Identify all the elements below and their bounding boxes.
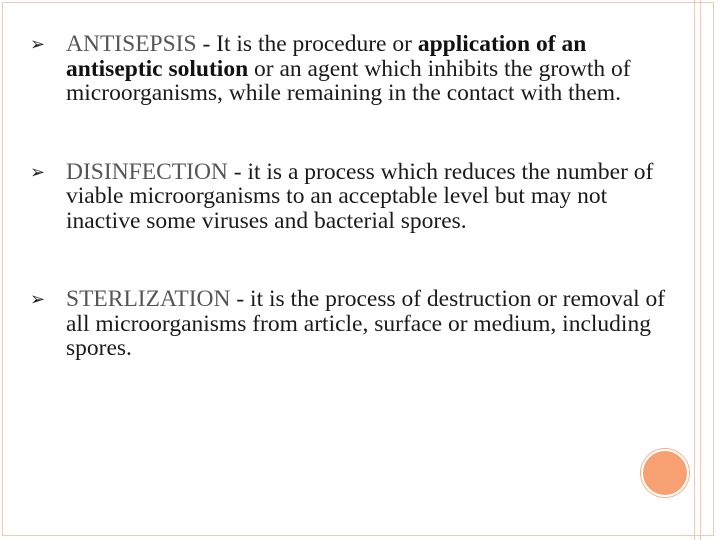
bullet-item-disinfection (30, 160, 680, 234)
decor-line (700, 0, 701, 540)
definition-text: - It is the procedure or (196, 31, 418, 57)
term-sterlization: STERLIZATION (66, 286, 231, 312)
term-disinfection: DISINFECTION (66, 158, 228, 185)
term-antisepsis: ANTISEPSIS (66, 31, 197, 57)
arrow-bullet-icon: ➢ (30, 34, 46, 55)
slide-content (30, 32, 680, 361)
bullet-item-sterlization (30, 287, 680, 361)
bullet-item-antisepsis (30, 32, 680, 106)
arrow-bullet-icon: ➢ (30, 161, 46, 183)
definition-text: or an agent which inhibits the growth of microorganisms, while remaining in the contact with them. (66, 55, 631, 106)
definition-text: - it is the process of destruction or removal of all microorganisms from article, surface or medium, including spores. (66, 286, 666, 361)
definition-text: - it is a process which reduces the number of viable microorganisms to an acceptable level but may not inactive some viruses and bacterial spores. (66, 158, 654, 234)
definition-bold: application of an antiseptic solution (66, 31, 587, 82)
decor-circle (641, 449, 689, 497)
arrow-bullet-icon: ➢ (30, 289, 46, 310)
decor-line (694, 0, 695, 540)
